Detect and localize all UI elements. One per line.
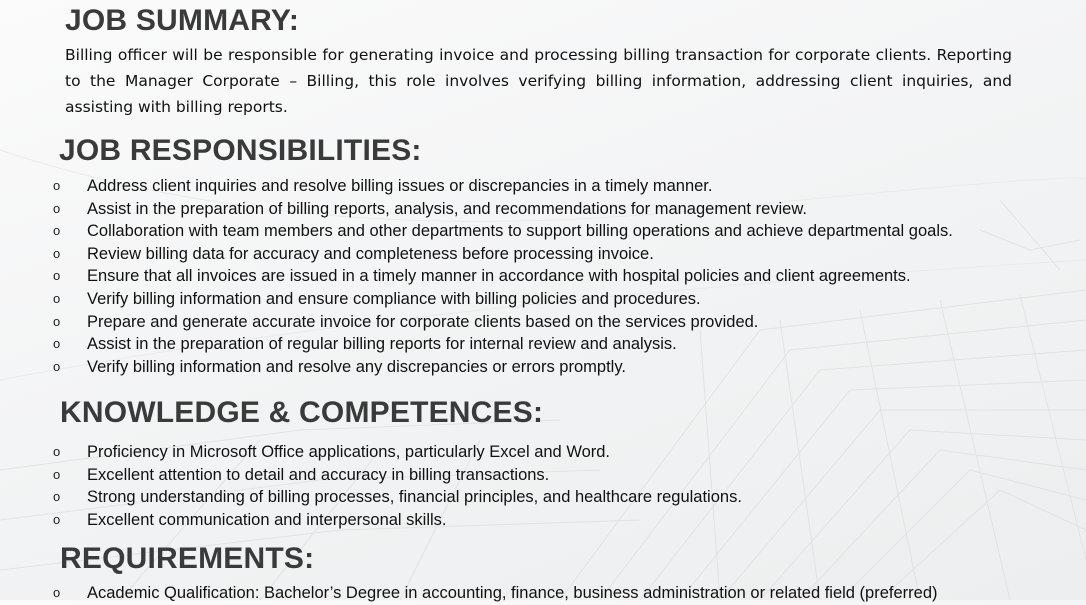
list-item: o Academic Qualification: Bachelor’s Degree in accounting, finance, business administration or related field (preferred) xyxy=(0,582,938,605)
bullet-icon: o xyxy=(53,268,61,284)
bullet-icon: o xyxy=(53,511,61,527)
competences-list xyxy=(0,441,742,531)
bullet-icon: o xyxy=(53,466,61,482)
bullet-icon: o xyxy=(53,200,61,216)
list-item: o Excellent attention to detail and accuracy in billing transactions. xyxy=(0,464,742,487)
bullet-icon: o xyxy=(53,585,61,600)
requirements-heading: REQUIREMENTS: xyxy=(60,542,315,575)
bullet-icon: o xyxy=(53,290,61,306)
list-item: o Ensure that all invoices are issued in a timely manner in accordance with hospital policies and client agreements. xyxy=(0,265,953,288)
bullet-icon: o xyxy=(53,245,61,261)
list-item: o Assist in the preparation of billing reports, analysis, and recommendations for management review. xyxy=(0,198,953,221)
bullet-icon: o xyxy=(53,223,61,239)
list-item: o Collaboration with team members and other departments to support billing operations and achieve departmental goals. xyxy=(0,220,953,243)
list-item: o Review billing data for accuracy and completeness before processing invoice. xyxy=(0,243,953,266)
bullet-icon: o xyxy=(53,489,61,505)
bullet-icon: o xyxy=(53,358,61,374)
bullet-icon: o xyxy=(53,444,61,459)
job-summary-heading: JOB SUMMARY: xyxy=(65,4,300,37)
bullet-icon: o xyxy=(53,313,61,329)
list-item: o Address client inquiries and resolve billing issues or discrepancies in a timely manner. xyxy=(0,175,953,198)
list-item: o Strong understanding of billing processes, financial principles, and healthcare regulations. xyxy=(0,486,742,509)
knowledge-competences-heading: KNOWLEDGE & COMPETENCES: xyxy=(60,396,544,429)
list-item: o Proficiency in Microsoft Office applications, particularly Excel and Word. xyxy=(0,441,742,464)
requirements-list xyxy=(0,582,938,605)
list-item: o Prepare and generate accurate invoice for corporate clients based on the services provided. xyxy=(0,311,953,334)
list-item: o Verify billing information and resolve any discrepancies or errors promptly. xyxy=(0,356,953,379)
list-item: o Verify billing information and ensure compliance with billing policies and procedures. xyxy=(0,288,953,311)
job-summary-text: Billing officer will be responsible for generating invoice and processing billing transaction for corporate clients. Reporting to the Manager Corporate – Billing, this role involves verifying billing information, addressing client inquiries, and assisting with billing reports. xyxy=(65,46,1012,116)
job-responsibilities-heading: JOB RESPONSIBILITIES: xyxy=(59,134,422,167)
list-item: o Assist in the preparation of regular billing reports for internal review and analysis. xyxy=(0,333,953,356)
list-item: o Excellent communication and interpersonal skills. xyxy=(0,509,742,532)
bullet-icon: o xyxy=(53,336,61,352)
responsibilities-list xyxy=(0,175,953,378)
bullet-icon: o xyxy=(53,178,61,193)
